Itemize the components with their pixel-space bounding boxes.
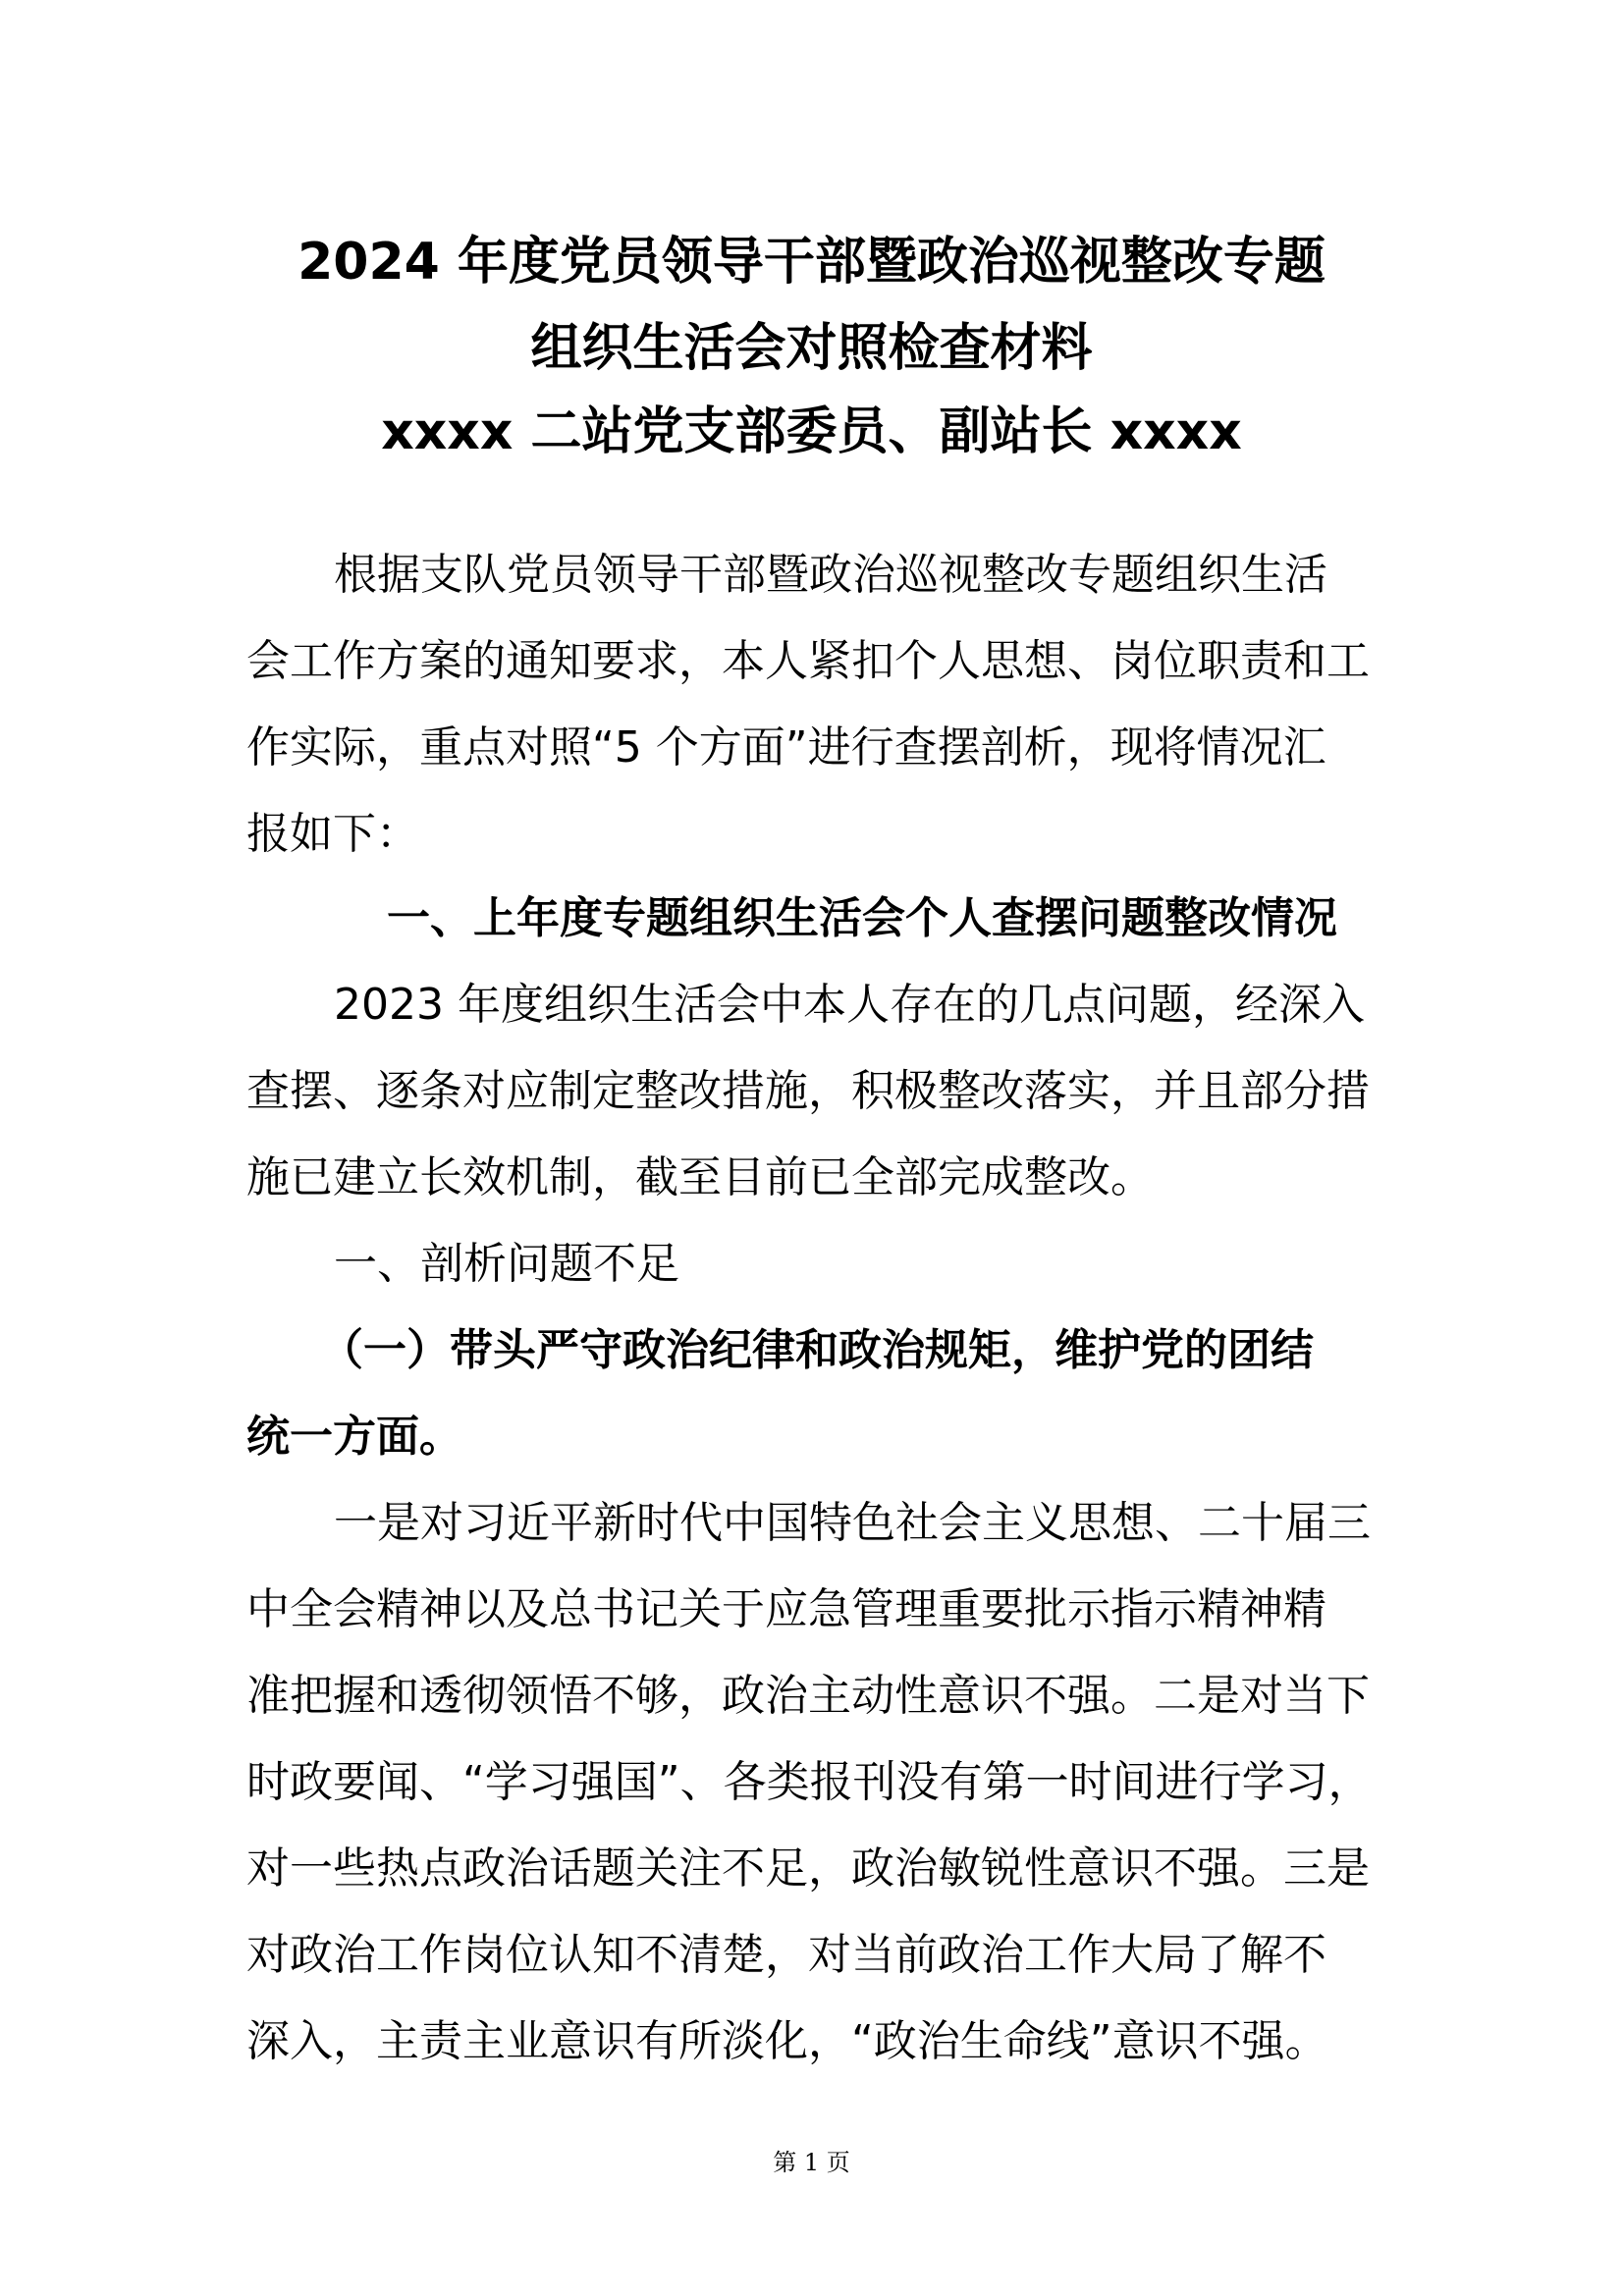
subsection-1-text-line: 深入，主责主业意识有所淡化，“政治生命线”意识不强。: [246, 2016, 1328, 2066]
section-1-heading: 一、上年度专题组织生活会个人查摆问题整改情况: [387, 893, 1337, 943]
document-title-line-1: 2024 年度党员领导干部暨政治巡视整改专题: [298, 233, 1325, 292]
section-1-text-line: 2023 年度组织生活会中本人存在的几点问题，经深入: [334, 980, 1365, 1030]
subsection-1-text-line: 一是对习近平新时代中国特色社会主义思想、二十届三: [334, 1498, 1371, 1548]
document-author-line: xxxx 二站党支部委员、副站长 xxxx: [381, 402, 1242, 461]
subsection-1-text-line: 对一些热点政治话题关注不足，政治敏锐性意识不强。三是: [246, 1843, 1370, 1894]
subsection-1-text-line: 时政要闻、“学习强国”、各类报刊没有第一时间进行学习，: [246, 1757, 1372, 1807]
section-1-text-line: 查摆、逐条对应制定整改措施，积极整改落实，并且部分措: [246, 1066, 1370, 1116]
section-1-text-line: 施已建立长效机制，截至目前已全部完成整改。: [246, 1152, 1154, 1202]
subsection-1-heading: （一）带头严守政治纪律和政治规矩，维护党的团结: [320, 1325, 1314, 1375]
subsection-1-text-line: 对政治工作岗位认知不清楚，对当前政治工作大局了解不: [246, 1930, 1326, 1980]
subsection-1-heading: 统一方面。: [246, 1412, 462, 1462]
subsection-1-text-line: 准把握和透彻领悟不够，政治主动性意识不强。二是对当下: [246, 1671, 1370, 1721]
intro-line: 会工作方案的通知要求，本人紧扣个人思想、岗位职责和工: [246, 636, 1370, 686]
intro-line: 作实际，重点对照“5 个方面”进行查摆剖析，现将情况汇: [246, 722, 1326, 773]
document-title-line-2: 组织生活会对照检查材料: [530, 319, 1093, 378]
subsection-1-text-line: 中全会精神以及总书记关于应急管理重要批示指示精神精: [246, 1584, 1326, 1634]
intro-line: 报如下：: [246, 809, 419, 859]
intro-line: 根据支队党员领导干部暨政治巡视整改专题组织生活: [334, 550, 1327, 600]
section-2-heading: 一、剖析问题不足: [334, 1239, 679, 1289]
page-number: 第 1 页: [773, 2149, 850, 2176]
